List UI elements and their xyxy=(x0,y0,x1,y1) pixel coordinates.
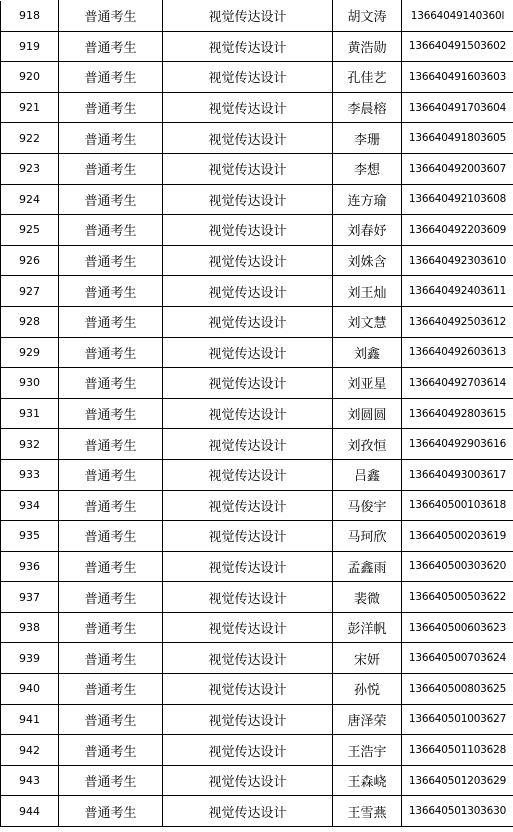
major-cell: 视觉传达设计 xyxy=(163,245,333,276)
candidate-type-cell: 普通考生 xyxy=(59,704,163,735)
candidate-name-cell: 刘姝含 xyxy=(333,245,402,276)
candidate-name-cell: 刘孜恒 xyxy=(333,429,402,460)
candidate-name-cell: 刘亚星 xyxy=(333,368,402,399)
major-cell: 视觉传达设计 xyxy=(163,459,333,490)
row-number-cell: 935 xyxy=(1,521,59,552)
candidate-name-cell: 王雪燕 xyxy=(333,796,402,827)
candidate-type-cell: 普通考生 xyxy=(59,62,163,93)
row-number-cell: 925 xyxy=(1,215,59,246)
candidate-type-cell: 普通考生 xyxy=(59,459,163,490)
candidate-id-cell: 136640492603613 xyxy=(402,337,513,368)
candidate-id-cell: 136640491603603 xyxy=(402,62,513,93)
row-number-cell: 931 xyxy=(1,398,59,429)
candidate-name-cell: 孙悦 xyxy=(333,674,402,705)
candidate-type-cell: 普通考生 xyxy=(59,153,163,184)
table-row xyxy=(1,153,513,184)
candidate-name-cell: 刘鑫 xyxy=(333,337,402,368)
candidate-name-cell: 刘文慧 xyxy=(333,306,402,337)
candidate-id-cell: 136640500603623 xyxy=(402,612,513,643)
major-cell: 视觉传达设计 xyxy=(163,123,333,154)
candidate-id-cell: 136640492503612 xyxy=(402,306,513,337)
table-row xyxy=(1,704,513,735)
table-row xyxy=(1,31,513,62)
candidate-type-cell: 普通考生 xyxy=(59,245,163,276)
table-row xyxy=(1,582,513,613)
candidate-type-cell: 普通考生 xyxy=(59,429,163,460)
candidate-type-cell: 普通考生 xyxy=(59,215,163,246)
major-cell: 视觉传达设计 xyxy=(163,674,333,705)
candidate-name-cell: 胡文涛 xyxy=(333,1,402,32)
major-cell: 视觉传达设计 xyxy=(163,796,333,827)
candidate-id-cell: 136640491803605 xyxy=(402,123,513,154)
candidate-table-body xyxy=(1,1,513,827)
candidate-id-cell: 136640493003617 xyxy=(402,459,513,490)
candidate-type-cell: 普通考生 xyxy=(59,31,163,62)
candidate-type-cell: 普通考生 xyxy=(59,612,163,643)
row-number-cell: 929 xyxy=(1,337,59,368)
candidate-name-cell: 李想 xyxy=(333,153,402,184)
candidate-name-cell: 马珂欣 xyxy=(333,521,402,552)
candidate-type-cell: 普通考生 xyxy=(59,398,163,429)
candidate-id-cell: 13664049140360l xyxy=(402,1,513,32)
candidate-id-cell: 136640500303620 xyxy=(402,551,513,582)
major-cell: 视觉传达设计 xyxy=(163,643,333,674)
major-cell: 视觉传达设计 xyxy=(163,62,333,93)
table-row xyxy=(1,184,513,215)
table-row xyxy=(1,521,513,552)
row-number-cell: 936 xyxy=(1,551,59,582)
table-row xyxy=(1,215,513,246)
row-number-cell: 919 xyxy=(1,31,59,62)
row-number-cell: 934 xyxy=(1,490,59,521)
table-row xyxy=(1,735,513,766)
row-number-cell: 938 xyxy=(1,612,59,643)
candidate-name-cell: 连方瑜 xyxy=(333,184,402,215)
candidate-id-cell: 136640492303610 xyxy=(402,245,513,276)
major-cell: 视觉传达设计 xyxy=(163,765,333,796)
candidate-name-cell: 马俊宇 xyxy=(333,490,402,521)
row-number-cell: 918 xyxy=(1,1,59,32)
row-number-cell: 940 xyxy=(1,674,59,705)
candidate-name-cell: 宋妍 xyxy=(333,643,402,674)
table-row xyxy=(1,490,513,521)
candidate-name-cell: 刘圆圆 xyxy=(333,398,402,429)
table-row xyxy=(1,62,513,93)
row-number-cell: 942 xyxy=(1,735,59,766)
major-cell: 视觉传达设计 xyxy=(163,92,333,123)
candidate-name-cell: 王浩宇 xyxy=(333,735,402,766)
candidate-id-cell: 136640501203629 xyxy=(402,765,513,796)
table-row xyxy=(1,306,513,337)
row-number-cell: 920 xyxy=(1,62,59,93)
candidate-id-cell: 136640492103608 xyxy=(402,184,513,215)
row-number-cell: 928 xyxy=(1,306,59,337)
major-cell: 视觉传达设计 xyxy=(163,31,333,62)
candidate-name-cell: 刘王灿 xyxy=(333,276,402,307)
table-row xyxy=(1,368,513,399)
candidate-id-cell: 136640492403611 xyxy=(402,276,513,307)
table-row xyxy=(1,1,513,32)
candidate-name-cell: 吕鑫 xyxy=(333,459,402,490)
candidate-id-cell: 136640500703624 xyxy=(402,643,513,674)
candidate-type-cell: 普通考生 xyxy=(59,735,163,766)
candidate-type-cell: 普通考生 xyxy=(59,643,163,674)
major-cell: 视觉传达设计 xyxy=(163,582,333,613)
candidate-type-cell: 普通考生 xyxy=(59,521,163,552)
candidate-id-cell: 136640492003607 xyxy=(402,153,513,184)
row-number-cell: 923 xyxy=(1,153,59,184)
table-row xyxy=(1,337,513,368)
candidate-id-cell: 136640492803615 xyxy=(402,398,513,429)
major-cell: 视觉传达设计 xyxy=(163,398,333,429)
table-row xyxy=(1,796,513,827)
candidate-name-cell: 李晨榕 xyxy=(333,92,402,123)
candidate-id-cell: 136640491503602 xyxy=(402,31,513,62)
candidate-type-cell: 普通考生 xyxy=(59,368,163,399)
candidate-type-cell: 普通考生 xyxy=(59,551,163,582)
table-row xyxy=(1,612,513,643)
candidate-name-cell: 孔佳艺 xyxy=(333,62,402,93)
candidate-id-cell: 136640491703604 xyxy=(402,92,513,123)
table-row xyxy=(1,459,513,490)
major-cell: 视觉传达设计 xyxy=(163,306,333,337)
row-number-cell: 930 xyxy=(1,368,59,399)
candidate-id-cell: 136640500803625 xyxy=(402,674,513,705)
table-row xyxy=(1,92,513,123)
table-row xyxy=(1,674,513,705)
major-cell: 视觉传达设计 xyxy=(163,368,333,399)
candidate-type-cell: 普通考生 xyxy=(59,184,163,215)
candidate-id-cell: 136640501103628 xyxy=(402,735,513,766)
candidate-type-cell: 普通考生 xyxy=(59,337,163,368)
row-number-cell: 944 xyxy=(1,796,59,827)
row-number-cell: 937 xyxy=(1,582,59,613)
table-row xyxy=(1,551,513,582)
row-number-cell: 932 xyxy=(1,429,59,460)
candidate-type-cell: 普通考生 xyxy=(59,674,163,705)
candidate-name-cell: 王森峣 xyxy=(333,765,402,796)
candidate-id-cell: 136640501303630 xyxy=(402,796,513,827)
candidate-name-cell: 李珊 xyxy=(333,123,402,154)
row-number-cell: 921 xyxy=(1,92,59,123)
row-number-cell: 922 xyxy=(1,123,59,154)
major-cell: 视觉传达设计 xyxy=(163,215,333,246)
table-row xyxy=(1,245,513,276)
candidate-type-cell: 普通考生 xyxy=(59,92,163,123)
row-number-cell: 939 xyxy=(1,643,59,674)
candidate-id-cell: 136640500503622 xyxy=(402,582,513,613)
row-number-cell: 941 xyxy=(1,704,59,735)
row-number-cell: 926 xyxy=(1,245,59,276)
candidate-id-cell: 136640492903616 xyxy=(402,429,513,460)
major-cell: 视觉传达设计 xyxy=(163,1,333,32)
major-cell: 视觉传达设计 xyxy=(163,735,333,766)
table-row xyxy=(1,765,513,796)
major-cell: 视觉传达设计 xyxy=(163,184,333,215)
table-row xyxy=(1,123,513,154)
table-row xyxy=(1,429,513,460)
candidate-type-cell: 普通考生 xyxy=(59,765,163,796)
candidate-name-cell: 黄浩勋 xyxy=(333,31,402,62)
candidate-name-cell: 彭洋帆 xyxy=(333,612,402,643)
table-row xyxy=(1,276,513,307)
candidate-name-cell: 唐泽荣 xyxy=(333,704,402,735)
major-cell: 视觉传达设计 xyxy=(163,704,333,735)
major-cell: 视觉传达设计 xyxy=(163,490,333,521)
major-cell: 视觉传达设计 xyxy=(163,612,333,643)
row-number-cell: 927 xyxy=(1,276,59,307)
major-cell: 视觉传达设计 xyxy=(163,337,333,368)
row-number-cell: 933 xyxy=(1,459,59,490)
candidate-type-cell: 普通考生 xyxy=(59,1,163,32)
candidate-id-cell: 136640492703614 xyxy=(402,368,513,399)
major-cell: 视觉传达设计 xyxy=(163,429,333,460)
table-row xyxy=(1,398,513,429)
candidate-id-cell: 136640500103618 xyxy=(402,490,513,521)
candidate-type-cell: 普通考生 xyxy=(59,123,163,154)
major-cell: 视觉传达设计 xyxy=(163,551,333,582)
major-cell: 视觉传达设计 xyxy=(163,276,333,307)
candidate-type-cell: 普通考生 xyxy=(59,796,163,827)
candidate-name-cell: 裴微 xyxy=(333,582,402,613)
candidate-type-cell: 普通考生 xyxy=(59,306,163,337)
row-number-cell: 943 xyxy=(1,765,59,796)
candidate-name-cell: 孟鑫雨 xyxy=(333,551,402,582)
candidate-id-cell: 136640492203609 xyxy=(402,215,513,246)
candidate-type-cell: 普通考生 xyxy=(59,582,163,613)
major-cell: 视觉传达设计 xyxy=(163,521,333,552)
candidate-id-cell: 136640501003627 xyxy=(402,704,513,735)
candidate-type-cell: 普通考生 xyxy=(59,490,163,521)
candidate-type-cell: 普通考生 xyxy=(59,276,163,307)
candidate-id-cell: 136640500203619 xyxy=(402,521,513,552)
candidate-name-cell: 刘春妤 xyxy=(333,215,402,246)
row-number-cell: 924 xyxy=(1,184,59,215)
major-cell: 视觉传达设计 xyxy=(163,153,333,184)
table-row xyxy=(1,643,513,674)
